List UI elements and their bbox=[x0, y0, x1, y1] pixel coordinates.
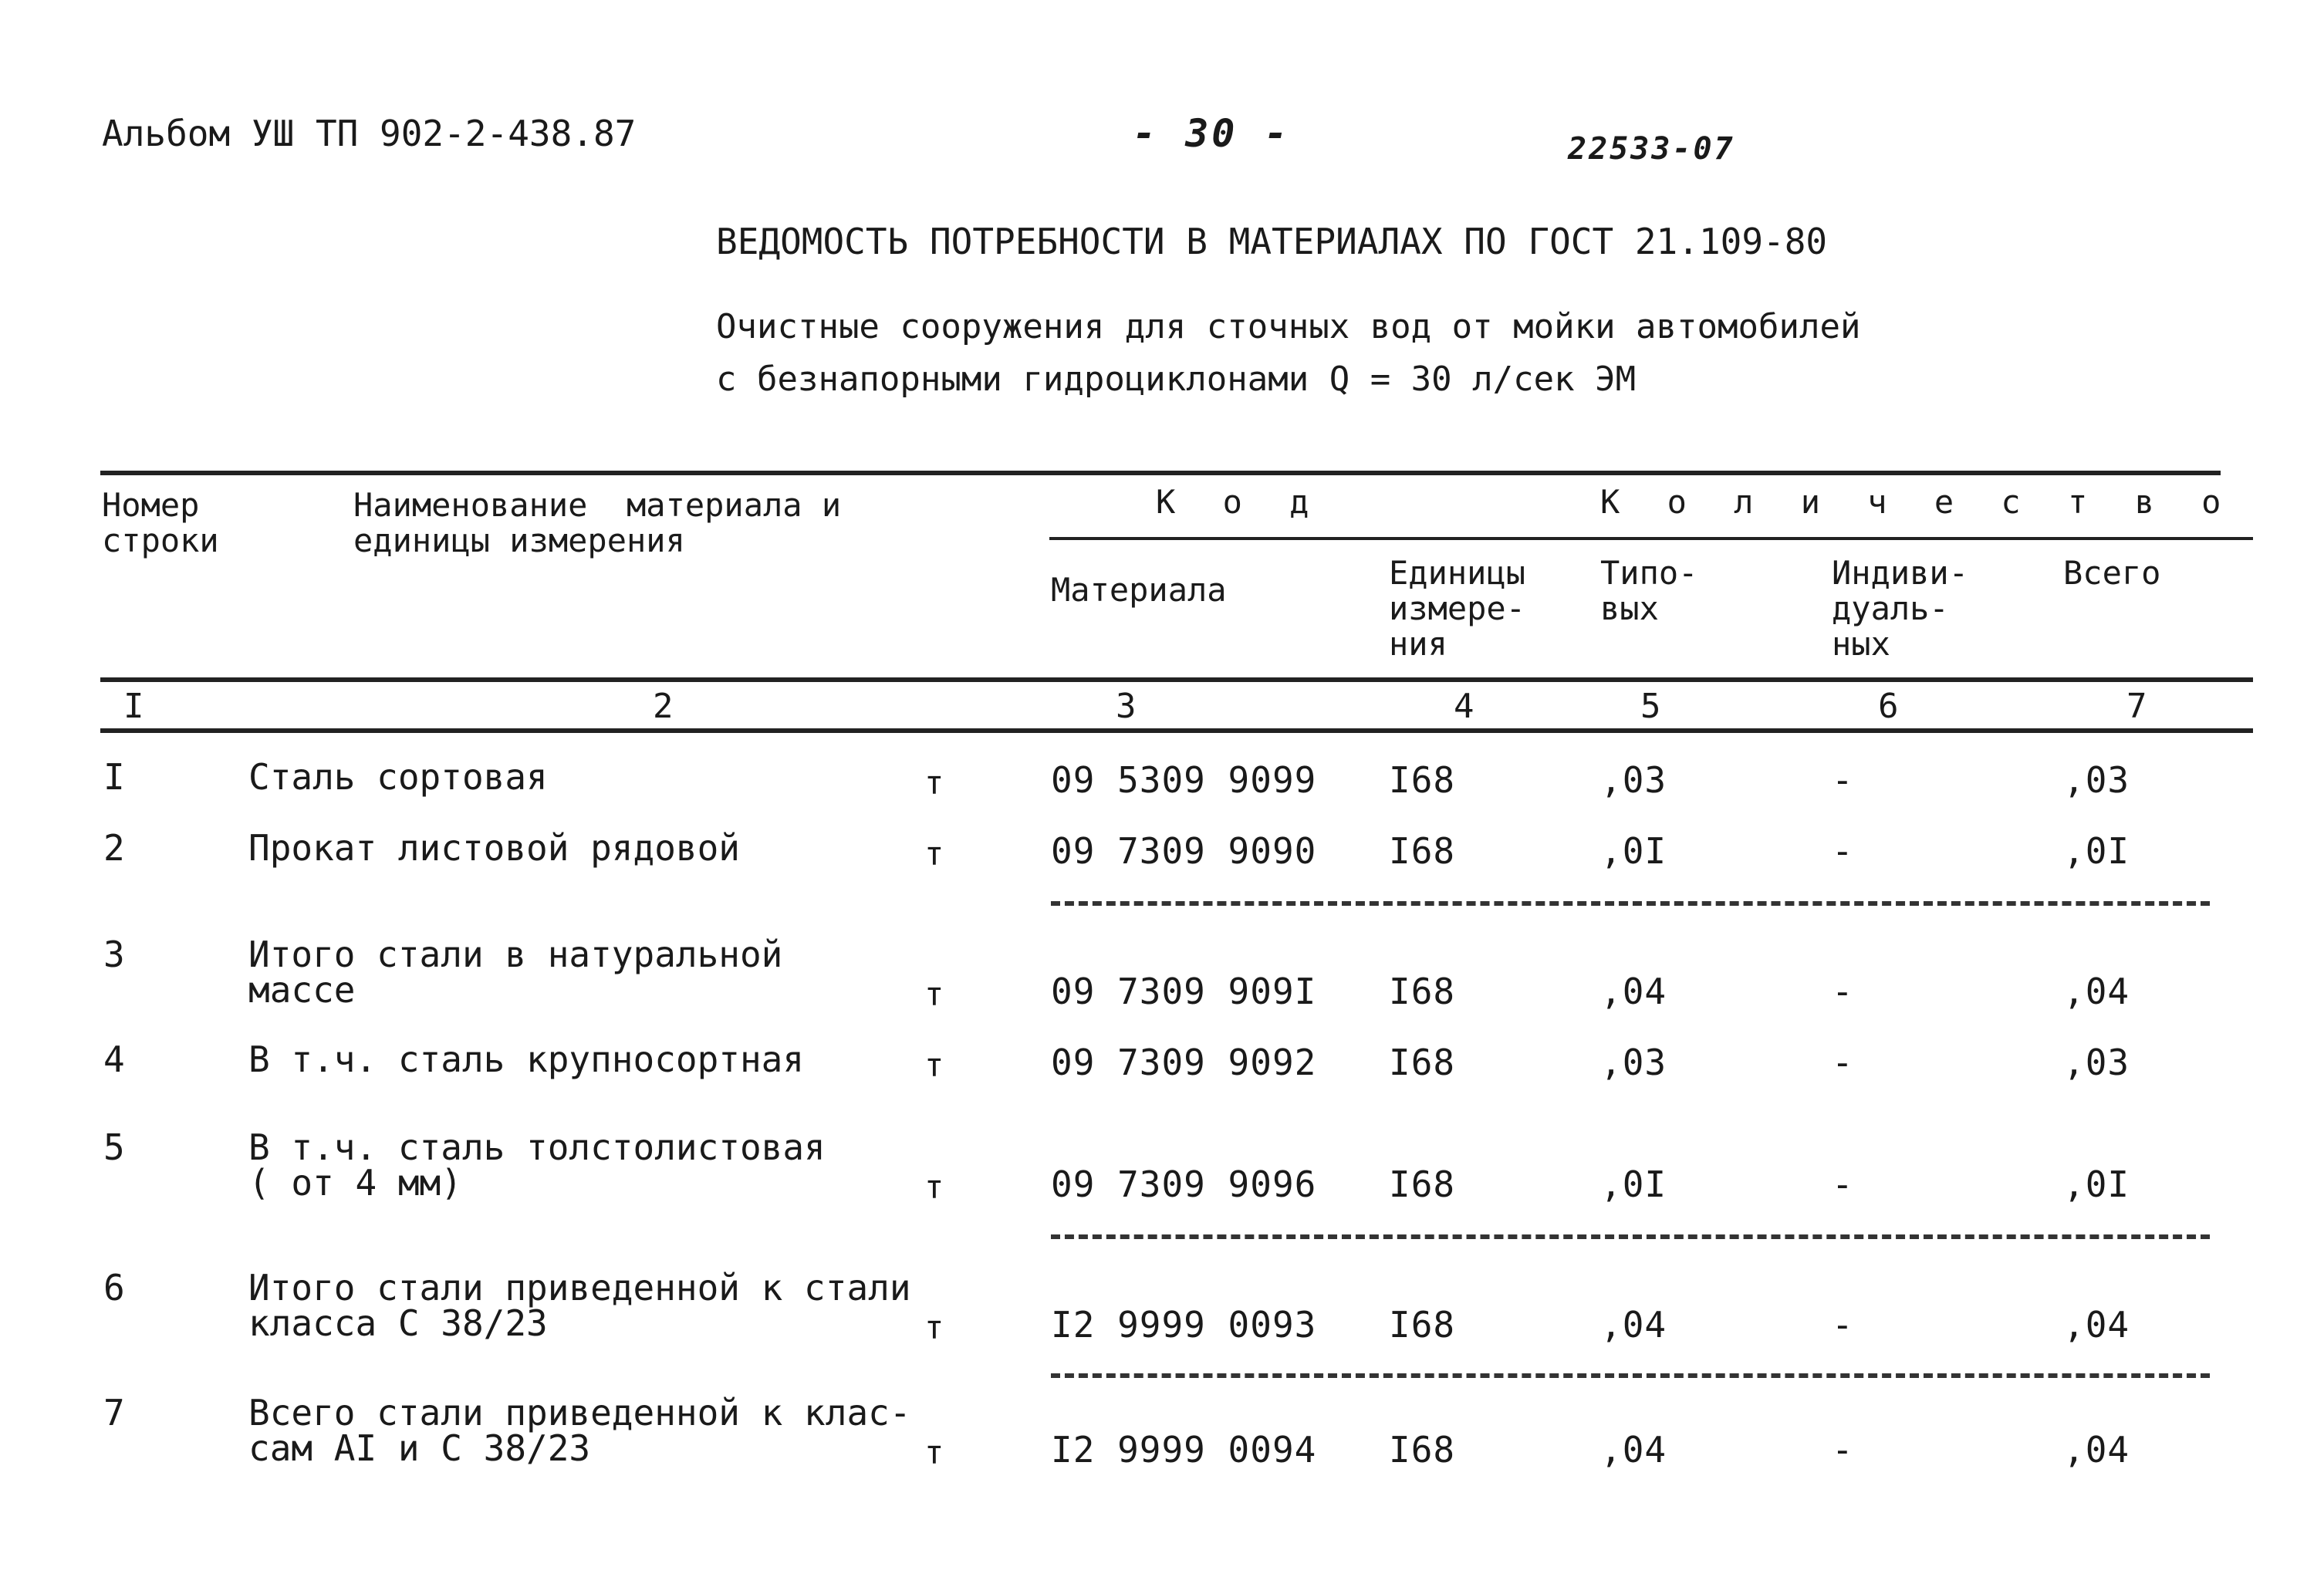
typical-quantity: ,03 bbox=[1600, 1042, 1667, 1083]
row-number: I bbox=[103, 756, 125, 798]
total-quantity: ,03 bbox=[2063, 759, 2130, 801]
unit-code: I68 bbox=[1389, 1429, 1456, 1471]
row-number: 7 bbox=[103, 1392, 125, 1434]
header-sub-rule bbox=[1049, 537, 2253, 540]
dashed-separator bbox=[1051, 1373, 2210, 1378]
individual-quantity: - bbox=[1832, 971, 1854, 1012]
material-code: 09 5309 9099 bbox=[1051, 759, 1317, 801]
total-quantity: ,04 bbox=[2063, 971, 2130, 1012]
typical-quantity: ,04 bbox=[1600, 971, 1667, 1012]
total-quantity: ,04 bbox=[2063, 1429, 2130, 1471]
column-number-rule bbox=[100, 728, 2253, 733]
material-code: 09 7309 9092 bbox=[1051, 1042, 1317, 1083]
header-typical: Типо- вых bbox=[1600, 554, 1698, 627]
dashed-separator bbox=[1051, 1234, 2210, 1239]
column-number-4: 4 bbox=[1454, 687, 1474, 726]
individual-quantity: - bbox=[1832, 759, 1854, 801]
row-number: 4 bbox=[103, 1038, 125, 1080]
individual-quantity: - bbox=[1832, 1042, 1854, 1083]
typical-quantity: ,04 bbox=[1600, 1304, 1667, 1346]
unit: т bbox=[924, 975, 944, 1013]
header-quantity-group: К о л и ч е с т в о bbox=[1600, 483, 2235, 521]
unit: т bbox=[924, 1309, 944, 1346]
column-number-6: 6 bbox=[1878, 687, 1899, 726]
header-row-number: Номер строки bbox=[102, 486, 219, 559]
material-code: 09 7309 909I bbox=[1051, 971, 1317, 1012]
header-total: Всего bbox=[2063, 554, 2161, 592]
column-number-1: I bbox=[123, 687, 144, 726]
page-number: - 30 - bbox=[1133, 111, 1291, 156]
unit-code: I68 bbox=[1389, 830, 1456, 872]
album-reference: Альбом УШ ТП 902-2-438.87 bbox=[102, 113, 637, 154]
unit: т bbox=[924, 1168, 944, 1206]
header-bottom-rule bbox=[100, 677, 2253, 682]
material-code: 09 7309 9090 bbox=[1051, 830, 1317, 872]
typical-quantity: ,0I bbox=[1600, 1163, 1667, 1205]
individual-quantity: - bbox=[1832, 1429, 1854, 1471]
individual-quantity: - bbox=[1832, 1304, 1854, 1346]
material-name: Итого стали приведенной к стали класса С 38/23 bbox=[248, 1267, 911, 1344]
total-quantity: ,03 bbox=[2063, 1042, 2130, 1083]
unit-code: I68 bbox=[1389, 1042, 1456, 1083]
material-code: I2 9999 0094 bbox=[1051, 1429, 1317, 1471]
header-individual: Индиви- дуаль- ных bbox=[1832, 554, 1969, 663]
document-title: ВЕДОМОСТЬ ПОТРЕБНОСТИ В МАТЕРИАЛАХ ПО ГОСТ 21.109-80 bbox=[716, 221, 1828, 262]
total-quantity: ,04 bbox=[2063, 1304, 2130, 1346]
table-top-rule bbox=[100, 471, 2221, 475]
row-number: 6 bbox=[103, 1267, 125, 1309]
unit: т bbox=[924, 835, 944, 873]
material-code: I2 9999 0093 bbox=[1051, 1304, 1317, 1346]
typical-quantity: ,03 bbox=[1600, 759, 1667, 801]
individual-quantity: - bbox=[1832, 830, 1854, 872]
unit-code: I68 bbox=[1389, 971, 1456, 1012]
material-name: В т.ч. сталь толстолистовая ( от 4 мм) bbox=[248, 1126, 826, 1204]
header-code-group: К о д bbox=[1156, 483, 1323, 521]
typical-quantity: ,0I bbox=[1600, 830, 1667, 872]
unit: т bbox=[924, 1046, 944, 1084]
subtitle-line-1: Очистные сооружения для сточных вод от мойки автомобилей bbox=[716, 307, 1861, 346]
total-quantity: ,0I bbox=[2063, 830, 2130, 872]
dashed-separator bbox=[1051, 901, 2210, 906]
material-name: Сталь сортовая bbox=[248, 756, 548, 798]
material-name: Всего стали приведенной к клас- сам АI и С 38/23 bbox=[248, 1392, 911, 1469]
column-number-2: 2 bbox=[653, 687, 674, 726]
unit-code: I68 bbox=[1389, 1304, 1456, 1346]
column-number-3: 3 bbox=[1116, 687, 1137, 726]
material-name: Итого стали в натуральной массе bbox=[248, 934, 783, 1011]
material-code: 09 7309 9096 bbox=[1051, 1163, 1317, 1205]
material-name: В т.ч. сталь крупносортная bbox=[248, 1038, 805, 1080]
unit-code: I68 bbox=[1389, 1163, 1456, 1205]
document-number: 22533-07 bbox=[1568, 131, 1735, 167]
header-unit: Единицы измере- ния bbox=[1389, 554, 1526, 663]
unit: т bbox=[924, 764, 944, 802]
typical-quantity: ,04 bbox=[1600, 1429, 1667, 1471]
individual-quantity: - bbox=[1832, 1163, 1854, 1205]
row-number: 5 bbox=[103, 1126, 125, 1168]
column-number-5: 5 bbox=[1640, 687, 1661, 726]
unit: т bbox=[924, 1434, 944, 1471]
unit-code: I68 bbox=[1389, 759, 1456, 801]
row-number: 2 bbox=[103, 827, 125, 869]
subtitle-line-2: с безнапорными гидроциклонами Q = 30 л/сек ЭМ bbox=[716, 360, 1637, 399]
row-number: 3 bbox=[103, 934, 125, 975]
total-quantity: ,0I bbox=[2063, 1163, 2130, 1205]
material-name: Прокат листовой рядовой bbox=[248, 827, 740, 869]
header-material: Материала bbox=[1051, 571, 1227, 609]
column-number-7: 7 bbox=[2126, 687, 2147, 726]
header-name: Наименование материала и единицы измерения bbox=[353, 486, 842, 559]
